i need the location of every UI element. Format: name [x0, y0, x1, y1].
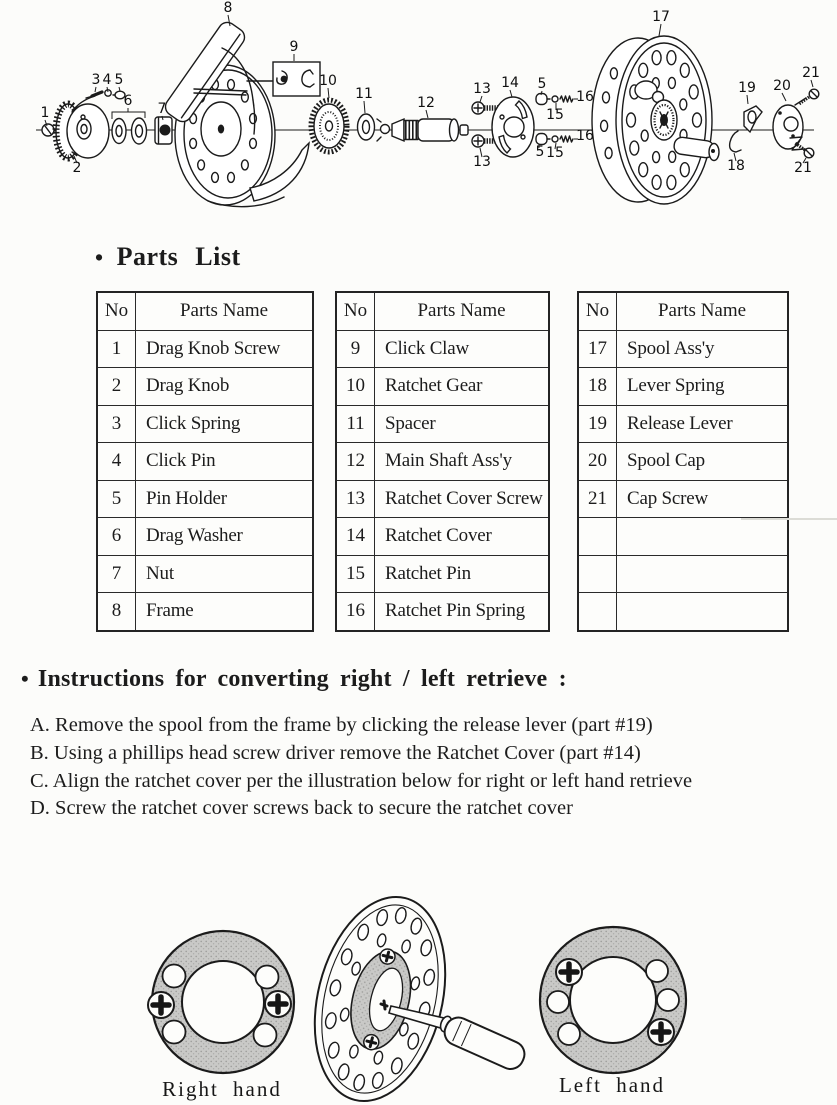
part-number-cell: 17: [578, 330, 617, 368]
parts-table-1: [96, 291, 314, 632]
parts-list-title: Parts List: [116, 242, 241, 271]
part-number-cell: 15: [336, 555, 375, 593]
part-name-cell: Ratchet Gear: [375, 368, 550, 406]
parts-table-2: [335, 291, 550, 632]
left-hand-label: Left hand: [558, 1073, 666, 1097]
column-header-no: No: [97, 292, 136, 330]
table-row: [336, 518, 549, 556]
part-callout-21: 21: [802, 65, 820, 81]
table-row: [336, 593, 549, 631]
part-number-cell: 18: [578, 368, 617, 406]
part-callout-13: 13: [473, 154, 491, 170]
part-number-cell: 16: [336, 593, 375, 631]
part-name-cell: Drag Knob: [136, 368, 314, 406]
part-callout-5: 5: [535, 144, 545, 160]
instruction-steps: [30, 712, 692, 823]
part-name-cell: [617, 555, 789, 593]
parts-list-heading: [95, 242, 241, 272]
part-number-cell: 11: [336, 405, 375, 443]
part-number-cell: 20: [578, 443, 617, 481]
scan-artifact-line: [741, 518, 837, 520]
instruction-step: A. Remove the spool from the frame by clicking the release lever (part #19): [30, 714, 653, 736]
part-callout-8: 8: [223, 0, 233, 16]
exploded-parts-diagram: [0, 0, 837, 240]
table-row: [336, 555, 549, 593]
part-spool-assembly: [592, 36, 719, 204]
instruction-step: D. Screw the ratchet cover screws back to secure the ratchet cover: [30, 797, 573, 820]
table-row: [578, 480, 788, 518]
table-header-row: [97, 292, 313, 330]
table-row: [97, 555, 313, 593]
part-name-cell: Pin Holder: [136, 480, 314, 518]
part-callout-7: 7: [157, 101, 167, 117]
part-number-cell: 1: [97, 330, 136, 368]
part-callout-14: 14: [501, 75, 519, 91]
part-release-lever: [744, 106, 762, 132]
column-header-name: Parts Name: [375, 292, 550, 330]
part-callout-10: 10: [319, 73, 337, 89]
part-name-cell: Spool Ass'y: [617, 330, 789, 368]
part-name-cell: Ratchet Cover Screw: [375, 480, 550, 518]
part-name-cell: Main Shaft Ass'y: [375, 443, 550, 481]
phillips-screw-icon: [648, 1019, 674, 1045]
part-number-cell: 2: [97, 368, 136, 406]
part-drag-knob: [56, 96, 109, 158]
part-callout-5: 5: [537, 76, 547, 92]
part-callout-18: 18: [727, 158, 745, 174]
part-number-cell: 14: [336, 518, 375, 556]
table-header-row: [336, 292, 549, 330]
table-row: [97, 443, 313, 481]
instructions-heading: [21, 666, 567, 693]
part-spool-cap: [773, 98, 806, 150]
figure-spool-with-screwdriver: [295, 883, 529, 1105]
part-lever-spring: [730, 131, 741, 152]
part-number-cell: 12: [336, 443, 375, 481]
table-row: [97, 480, 313, 518]
table-row: [97, 330, 313, 368]
part-number-cell: 13: [336, 480, 375, 518]
part-number-cell: 10: [336, 368, 375, 406]
column-header-name: Parts Name: [136, 292, 314, 330]
part-callout-13: 13: [473, 81, 491, 97]
part-spacer: [358, 114, 375, 140]
part-callout-12: 12: [417, 95, 435, 111]
part-number-cell: 3: [97, 405, 136, 443]
part-number-cell: 6: [97, 518, 136, 556]
part-number-cell: 19: [578, 405, 617, 443]
part-name-cell: Ratchet Pin Spring: [375, 593, 550, 631]
column-header-name: Parts Name: [617, 292, 789, 330]
part-number-cell: 8: [97, 593, 136, 631]
part-number-cell: [578, 593, 617, 631]
part-name-cell: Spacer: [375, 405, 550, 443]
table-row: [97, 368, 313, 406]
instruction-step: B. Using a phillips head screw driver remove the Ratchet Cover (part #14): [30, 741, 641, 764]
part-drag-washer: [112, 108, 147, 144]
instruction-step: C. Align the ratchet cover per the illustration below for right or left hand retrieve: [30, 769, 693, 792]
part-name-cell: [617, 518, 789, 556]
part-number-cell: 4: [97, 443, 136, 481]
part-name-cell: Cap Screw: [617, 480, 789, 518]
part-number-cell: 21: [578, 480, 617, 518]
part-callout-17: 17: [652, 9, 670, 25]
part-name-cell: Click Claw: [375, 330, 550, 368]
table-row: [578, 405, 788, 443]
part-number-cell: 7: [97, 555, 136, 593]
part-callout-9: 9: [289, 39, 299, 55]
part-name-cell: Drag Washer: [136, 518, 314, 556]
table-row: [336, 330, 549, 368]
parts-table-3: [577, 291, 789, 632]
part-callout-11: 11: [355, 86, 373, 102]
part-callout-21: 21: [794, 160, 812, 176]
table-header-row: [578, 292, 788, 330]
part-callout-15: 15: [546, 107, 564, 123]
part-name-cell: Ratchet Pin: [375, 555, 550, 593]
table-row: [336, 368, 549, 406]
part-callout-6: 6: [123, 93, 133, 109]
part-ratchet-cover: [492, 97, 534, 157]
part-name-cell: [617, 593, 789, 631]
part-number-cell: 9: [336, 330, 375, 368]
part-nut: [155, 117, 172, 144]
bullet-icon: •: [21, 666, 29, 691]
part-name-cell: Release Lever: [617, 405, 789, 443]
phillips-screw-icon: [556, 959, 582, 985]
table-row: [336, 405, 549, 443]
figure-right-hand-cover: [148, 931, 294, 1101]
part-name-cell: Nut: [136, 555, 314, 593]
table-row: [578, 443, 788, 481]
table-row: [578, 368, 788, 406]
phillips-screw-icon: [148, 992, 174, 1018]
phillips-screw-icon: [265, 991, 291, 1017]
part-callout-20: 20: [773, 78, 791, 94]
part-callout-15: 15: [546, 145, 564, 161]
part-callout-16: 16: [576, 89, 594, 105]
table-row: [97, 405, 313, 443]
part-callout-1: 1: [40, 105, 50, 121]
right-hand-label: Right hand: [162, 1077, 282, 1101]
part-name-cell: Lever Spring: [617, 368, 789, 406]
part-callout-4: 4: [102, 72, 112, 88]
table-row: [578, 330, 788, 368]
part-callout-19: 19: [738, 80, 756, 96]
table-row: [578, 555, 788, 593]
column-header-no: No: [578, 292, 617, 330]
part-click-spring-pin-holder: [86, 90, 125, 99]
part-name-cell: Spool Cap: [617, 443, 789, 481]
part-name-cell: Ratchet Cover: [375, 518, 550, 556]
table-row: [336, 480, 549, 518]
part-name-cell: Drag Knob Screw: [136, 330, 314, 368]
instructions-title: Instructions for converting right / left retrieve :: [37, 666, 567, 692]
bullet-icon: •: [95, 245, 104, 270]
part-name-cell: Frame: [136, 593, 314, 631]
part-name-cell: Click Pin: [136, 443, 314, 481]
part-callout-3: 3: [91, 72, 101, 88]
column-header-no: No: [336, 292, 375, 330]
part-callout-2: 2: [72, 160, 82, 176]
retrieve-orientation-figures: [0, 860, 837, 1105]
table-row: [578, 593, 788, 631]
part-number-cell: [578, 518, 617, 556]
part-callout-5: 5: [114, 72, 124, 88]
table-row: [97, 593, 313, 631]
table-row: [336, 443, 549, 481]
part-frame: [162, 19, 309, 207]
figure-left-hand-cover: [540, 927, 686, 1097]
part-number-cell: 5: [97, 480, 136, 518]
table-row: [97, 518, 313, 556]
part-name-cell: Click Spring: [136, 405, 314, 443]
parts-tables: [96, 291, 789, 632]
table-row: [578, 518, 788, 556]
part-ratchet-gear: [311, 100, 347, 152]
part-callout-16: 16: [576, 128, 594, 144]
part-number-cell: [578, 555, 617, 593]
